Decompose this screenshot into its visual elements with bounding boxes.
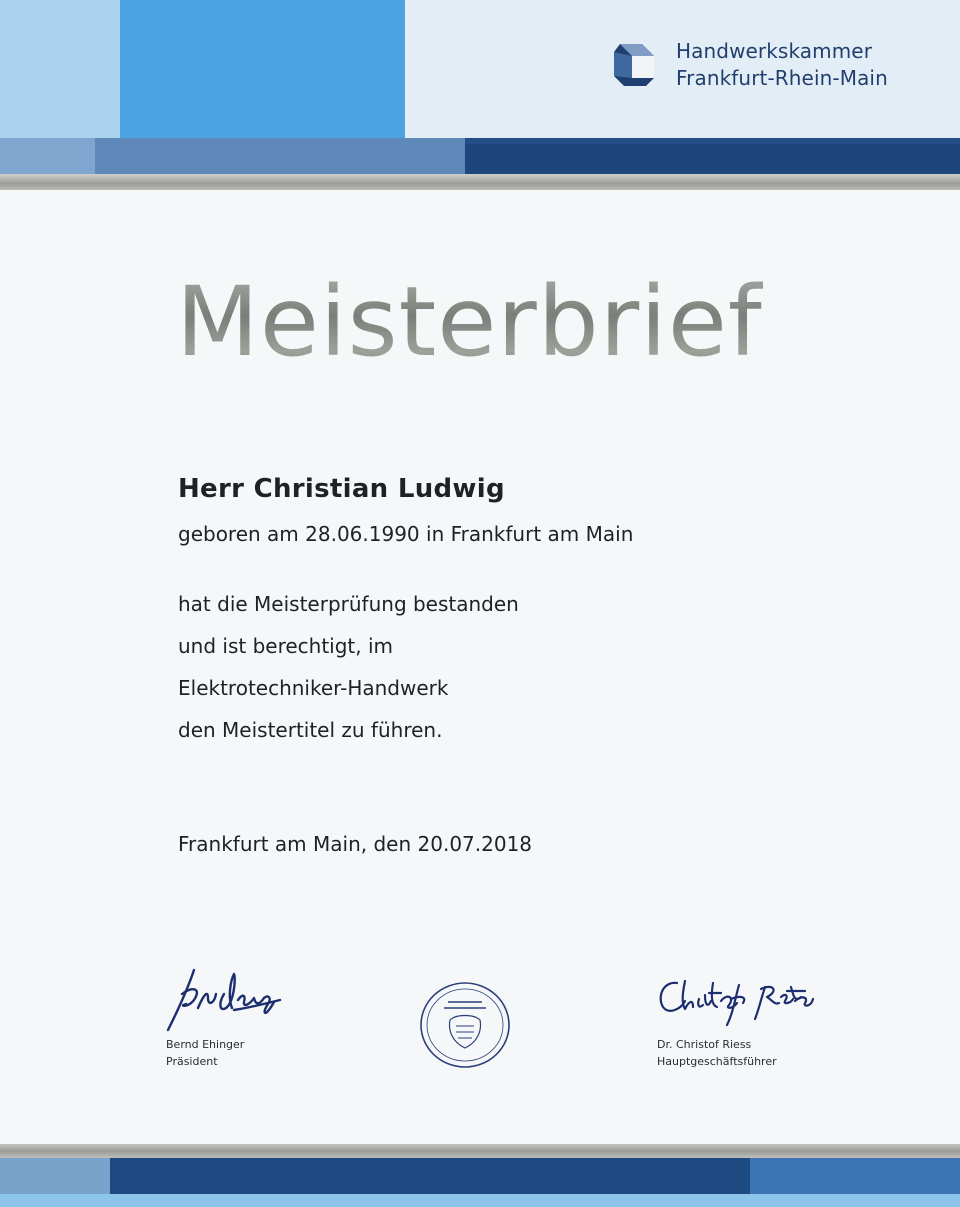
managing-director-caption (657, 1036, 777, 1070)
president-role: Präsident (166, 1055, 218, 1068)
document-title: Meisterbrief (176, 262, 763, 382)
president-caption (166, 1036, 244, 1070)
organization-name (676, 38, 888, 92)
hwk-cube-logo-icon (610, 40, 658, 88)
managing-director-signature (655, 975, 815, 1027)
body-line-3: Elektrotechniker-Handwerk (178, 676, 449, 700)
place-date: Frankfurt am Main, den 20.07.2018 (178, 832, 533, 856)
managing-director-name: Dr. Christof Riess (657, 1038, 752, 1051)
footer-band (0, 1144, 960, 1207)
body-line-2: und ist berechtigt, im (178, 634, 394, 658)
org-line-1: Handwerkskammer (676, 39, 873, 63)
body-line-1: hat die Meisterprüfung bestanden (178, 592, 519, 616)
recipient-name: Herr Christian Ludwig (178, 474, 505, 504)
managing-director-role: Hauptgeschäftsführer (657, 1055, 777, 1068)
org-line-2: Frankfurt-Rhein-Main (676, 66, 888, 90)
president-name: Bernd Ehinger (166, 1038, 245, 1051)
body-line-4: den Meistertitel zu führen. (178, 718, 443, 742)
president-signature (164, 964, 284, 1036)
official-seal-icon (418, 980, 512, 1070)
header-band (0, 0, 960, 190)
birth-line: geboren am 28.06.1990 in Frankfurt am Main (178, 522, 634, 546)
